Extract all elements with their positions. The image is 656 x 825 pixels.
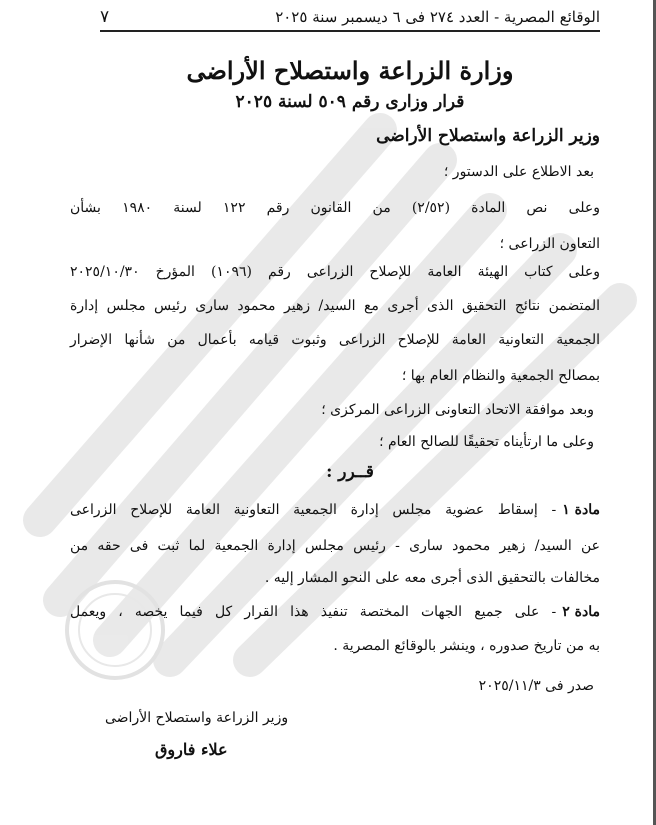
running-header <box>100 6 600 28</box>
decided-label: قــرر : <box>326 462 374 482</box>
decree-title: قرار وزارى رقم ٥٠٩ لسنة ٢٠٢٥ <box>235 92 465 112</box>
preamble-letter-line2: المتضمن نتائج التحقيق الذى أجرى مع السيد/ زهير محمود سارى رئيس مجلس إدارة <box>70 298 600 314</box>
preamble-constitution: بعد الاطلاع على الدستور ؛ <box>443 164 594 180</box>
minister-heading: وزير الزراعة واستصلاح الأراضى <box>376 126 600 146</box>
ministry-title: وزارة الزراعة واستصلاح الأراضى <box>186 56 514 85</box>
issue-date: صدر فى ٢٠٢٥/١١/٣ <box>478 678 594 694</box>
article-1-label: مادة ١ <box>562 502 600 518</box>
preamble-public-interest: وعلى ما ارتأيناه تحقيقًا للصالح العام ؛ <box>379 434 594 450</box>
article-1-line1 <box>70 500 600 520</box>
preamble-letter-line4: بمصالح الجمعية والنظام العام بها ؛ <box>401 368 600 384</box>
running-title: الوقائع المصرية - العدد ٢٧٤ فى ٦ ديسمبر سنة ٢٠٢٥ <box>275 8 600 26</box>
header-divider <box>100 30 600 32</box>
article-2-line2: به من تاريخ صدوره ، وينشر بالوقائع المصرية . <box>333 638 600 654</box>
preamble-law-line1: وعلى نص المادة (٢/٥٢) من القانون رقم ١٢٢ لسنة ١٩٨٠ بشأن <box>70 200 600 216</box>
preamble-letter-line1: وعلى كتاب الهيئة العامة للإصلاح الزراعى رقم (١٠٩٦) المؤرخ ٢٠٢٥/١٠/٣٠ <box>70 264 600 280</box>
article-1-text: - إسقاط عضوية مجلس إدارة الجمعية التعاونية العامة للإصلاح الزراعى <box>70 502 557 518</box>
preamble-union-approval: وبعد موافقة الاتحاد التعاونى الزراعى المركزى ؛ <box>321 402 594 418</box>
page-number: ٧ <box>100 7 110 27</box>
article-2-line1 <box>70 602 600 622</box>
preamble-law-line2: التعاون الزراعى ؛ <box>499 236 600 252</box>
article-2-label: مادة ٢ <box>562 604 600 620</box>
article-2-text: - على جميع الجهات المختصة تنفيذ هذا القرار كل فيما يخصه ، ويعمل <box>70 604 557 620</box>
signatory-title: وزير الزراعة واستصلاح الأراضى <box>105 710 289 726</box>
preamble-letter-line3: الجمعية التعاونية العامة للإصلاح الزراعى وثبوت قيامه بأعمال من شأنها الإضرار <box>70 332 600 348</box>
article-1-line3: مخالفات بالتحقيق الذى أجرى معه على النحو المشار إليه . <box>264 570 600 586</box>
article-1-line2: عن السيد/ زهير محمود سارى - رئيس مجلس إدارة الجمعية لما ثبت فى حقه من <box>70 538 600 554</box>
signatory-name: علاء فاروق <box>155 740 228 759</box>
